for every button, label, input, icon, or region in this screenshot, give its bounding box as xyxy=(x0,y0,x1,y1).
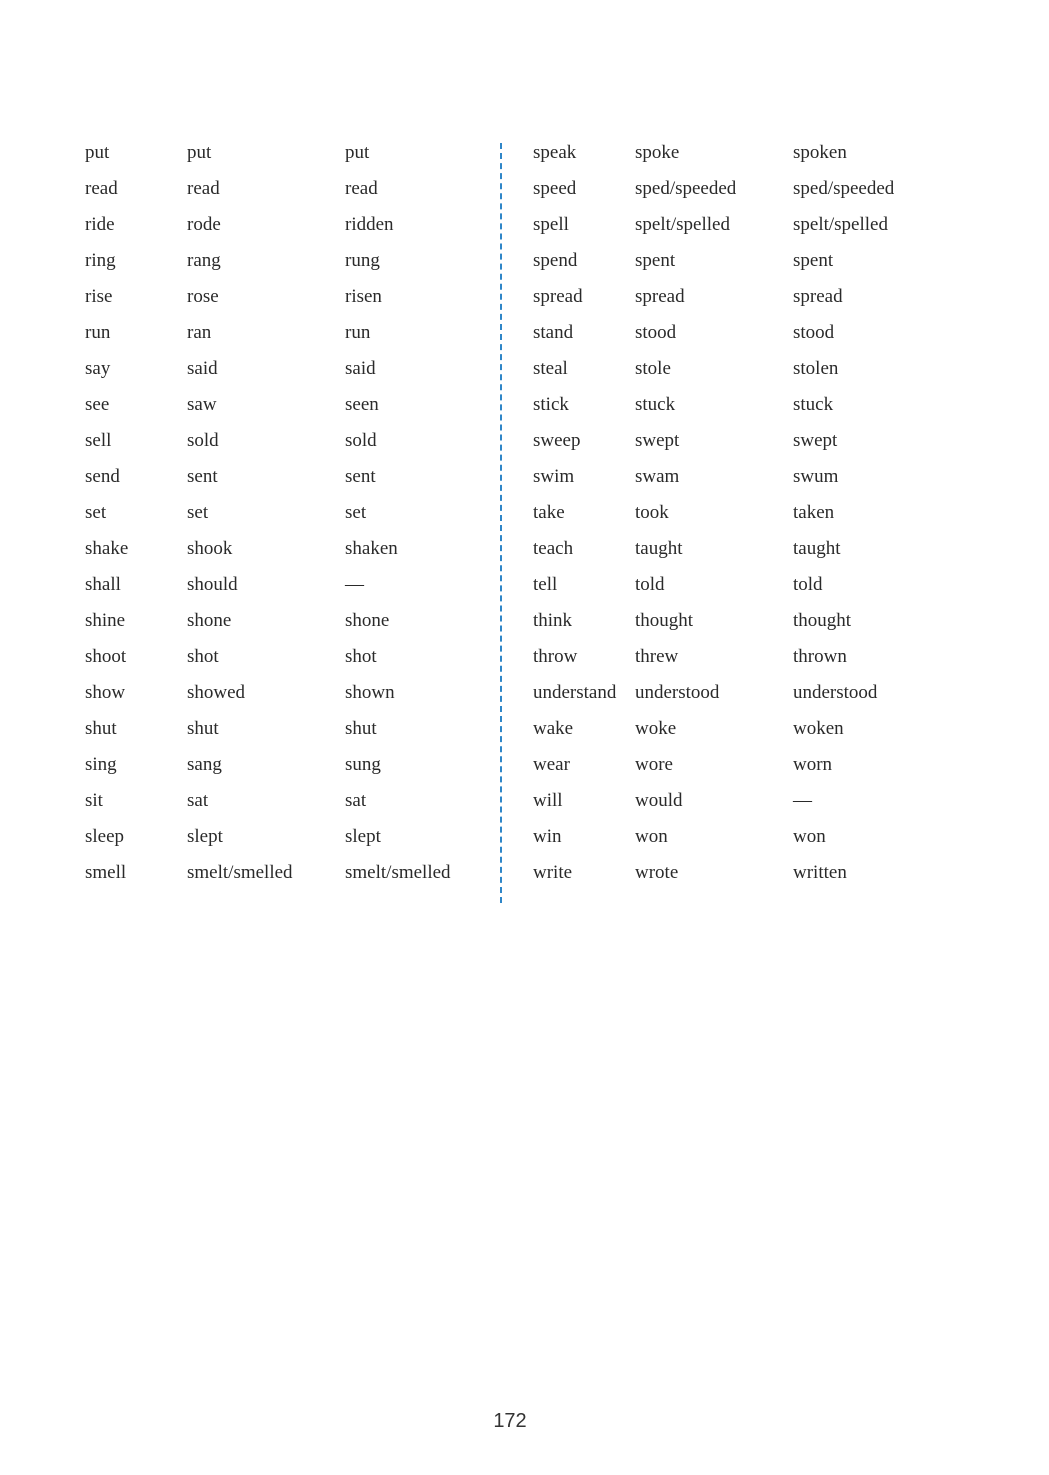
past-simple: woke xyxy=(635,718,677,739)
past-simple: shot xyxy=(187,646,219,667)
past-participle: shaken xyxy=(345,538,398,559)
base-form: sit xyxy=(85,790,103,811)
past-participle: won xyxy=(793,826,826,847)
verb-row xyxy=(533,711,963,747)
past-simple: threw xyxy=(635,646,679,667)
past-simple: swept xyxy=(635,430,680,451)
past-simple: sat xyxy=(187,790,209,811)
past-simple: should xyxy=(187,574,238,595)
base-form: read xyxy=(85,178,118,199)
base-form: take xyxy=(533,502,565,523)
base-form: steal xyxy=(533,358,568,379)
column-divider xyxy=(500,143,502,903)
past-participle: swum xyxy=(793,466,839,487)
verb-row xyxy=(533,783,963,819)
past-simple: spoke xyxy=(635,142,680,163)
base-form: teach xyxy=(533,538,574,559)
verb-row xyxy=(533,459,963,495)
verb-row xyxy=(533,531,963,567)
base-form: shine xyxy=(85,610,126,631)
base-form: spend xyxy=(533,250,578,271)
past-simple: spread xyxy=(635,286,685,307)
verb-row xyxy=(85,819,525,855)
past-participle: sped/speeded xyxy=(793,178,895,199)
verb-row xyxy=(533,135,963,171)
base-form: stick xyxy=(533,394,569,415)
base-form: spread xyxy=(533,286,583,307)
past-participle: spread xyxy=(793,286,843,307)
past-participle: run xyxy=(345,322,371,343)
base-form: swim xyxy=(533,466,575,487)
past-participle: taught xyxy=(793,538,841,559)
past-simple: set xyxy=(187,502,209,523)
verb-row xyxy=(85,567,525,603)
base-form: shoot xyxy=(85,646,127,667)
past-simple: shut xyxy=(187,718,219,739)
verb-row xyxy=(533,279,963,315)
base-form: win xyxy=(533,826,562,847)
base-form: sleep xyxy=(85,826,125,847)
verb-row xyxy=(85,279,525,315)
base-form: show xyxy=(85,682,126,703)
past-simple: spelt/spelled xyxy=(635,214,730,235)
past-participle: set xyxy=(345,502,367,523)
past-simple: understood xyxy=(635,682,720,703)
verb-row xyxy=(533,315,963,351)
verb-row xyxy=(533,675,963,711)
verb-table-right xyxy=(533,135,963,891)
past-simple: said xyxy=(187,358,218,379)
base-form: run xyxy=(85,322,111,343)
base-form: send xyxy=(85,466,120,487)
past-participle: woken xyxy=(793,718,844,739)
base-form: throw xyxy=(533,646,578,667)
past-participle: thrown xyxy=(793,646,847,667)
past-participle: rung xyxy=(345,250,380,271)
page-number: 172 xyxy=(493,1410,527,1432)
base-form: think xyxy=(533,610,573,631)
past-participle: — xyxy=(345,574,364,595)
past-participle: stolen xyxy=(793,358,839,379)
base-form: sing xyxy=(85,754,117,775)
past-participle: sung xyxy=(345,754,381,775)
verb-row xyxy=(533,819,963,855)
past-simple: told xyxy=(635,574,665,595)
verb-row xyxy=(85,639,525,675)
past-simple: sang xyxy=(187,754,222,775)
verb-row xyxy=(533,243,963,279)
past-simple: sold xyxy=(187,430,219,451)
verb-row xyxy=(85,423,525,459)
base-form: shall xyxy=(85,574,121,595)
past-simple: sent xyxy=(187,466,218,487)
base-form: sell xyxy=(85,430,112,451)
base-form: set xyxy=(85,502,107,523)
verb-row xyxy=(85,171,525,207)
base-form: ride xyxy=(85,214,115,235)
past-simple: slept xyxy=(187,826,223,847)
base-form: see xyxy=(85,394,110,415)
past-simple: stuck xyxy=(635,394,676,415)
past-participle: sat xyxy=(345,790,367,811)
past-simple: rode xyxy=(187,214,221,235)
base-form: will xyxy=(533,790,563,811)
base-form: shake xyxy=(85,538,129,559)
verb-row xyxy=(85,387,525,423)
base-form: speed xyxy=(533,178,577,199)
verb-row xyxy=(533,387,963,423)
base-form: tell xyxy=(533,574,558,595)
past-participle: shone xyxy=(345,610,390,631)
past-simple: wore xyxy=(635,754,673,775)
base-form: ring xyxy=(85,250,116,271)
past-participle: sold xyxy=(345,430,377,451)
past-participle: — xyxy=(793,790,812,811)
base-form: wake xyxy=(533,718,574,739)
verb-row xyxy=(85,315,525,351)
past-simple: would xyxy=(635,790,683,811)
base-form: spell xyxy=(533,214,569,235)
past-participle: shut xyxy=(345,718,377,739)
past-simple: stole xyxy=(635,358,671,379)
past-participle: seen xyxy=(345,394,379,415)
verb-row xyxy=(85,855,525,891)
verb-row xyxy=(533,855,963,891)
past-simple: put xyxy=(187,142,212,163)
past-simple: won xyxy=(635,826,668,847)
verb-row xyxy=(533,639,963,675)
past-simple: thought xyxy=(635,610,694,631)
past-simple: showed xyxy=(187,682,246,703)
past-participle: put xyxy=(345,142,370,163)
past-participle: smelt/smelled xyxy=(345,862,451,883)
verb-row xyxy=(85,495,525,531)
base-form: speak xyxy=(533,142,577,163)
base-form: shut xyxy=(85,718,117,739)
base-form: wear xyxy=(533,754,570,775)
past-participle: said xyxy=(345,358,376,379)
verb-row xyxy=(85,351,525,387)
verb-row xyxy=(533,351,963,387)
past-participle: read xyxy=(345,178,378,199)
past-participle: written xyxy=(793,862,847,883)
past-participle: spent xyxy=(793,250,834,271)
verb-row xyxy=(85,711,525,747)
past-participle: told xyxy=(793,574,823,595)
base-form: understand xyxy=(533,682,617,703)
past-simple: stood xyxy=(635,322,677,343)
past-participle: ridden xyxy=(345,214,394,235)
past-simple: rang xyxy=(187,250,221,271)
past-simple: swam xyxy=(635,466,680,487)
base-form: sweep xyxy=(533,430,581,451)
past-participle: taken xyxy=(793,502,835,523)
base-form: write xyxy=(533,862,573,883)
past-participle: shown xyxy=(345,682,395,703)
past-participle: understood xyxy=(793,682,878,703)
past-simple: read xyxy=(187,178,220,199)
verb-row xyxy=(85,459,525,495)
past-participle: stuck xyxy=(793,394,834,415)
verb-row xyxy=(533,747,963,783)
past-simple: taught xyxy=(635,538,683,559)
verb-row xyxy=(533,207,963,243)
verb-row xyxy=(85,783,525,819)
past-simple: spent xyxy=(635,250,676,271)
past-simple: shone xyxy=(187,610,232,631)
verb-row xyxy=(85,135,525,171)
base-form: smell xyxy=(85,862,127,883)
past-participle: spoken xyxy=(793,142,847,163)
past-participle: stood xyxy=(793,322,835,343)
past-simple: wrote xyxy=(635,862,679,883)
base-form: rise xyxy=(85,286,113,307)
verb-row xyxy=(533,567,963,603)
verb-row xyxy=(85,207,525,243)
verb-table-left xyxy=(85,135,525,891)
verb-row xyxy=(533,495,963,531)
verb-row xyxy=(533,603,963,639)
past-simple: ran xyxy=(187,322,212,343)
past-participle: sent xyxy=(345,466,376,487)
past-simple: saw xyxy=(187,394,217,415)
past-participle: slept xyxy=(345,826,381,847)
verb-row xyxy=(85,531,525,567)
verb-row xyxy=(85,747,525,783)
past-participle: spelt/spelled xyxy=(793,214,888,235)
verb-row xyxy=(85,603,525,639)
past-simple: shook xyxy=(187,538,233,559)
verb-row xyxy=(85,675,525,711)
base-form: stand xyxy=(533,322,574,343)
past-simple: smelt/smelled xyxy=(187,862,293,883)
past-simple: sped/speeded xyxy=(635,178,737,199)
past-simple: rose xyxy=(187,286,219,307)
base-form: put xyxy=(85,142,110,163)
verb-row xyxy=(85,243,525,279)
past-simple: took xyxy=(635,502,669,523)
past-participle: worn xyxy=(793,754,833,775)
verb-row xyxy=(533,423,963,459)
past-participle: thought xyxy=(793,610,852,631)
past-participle: shot xyxy=(345,646,377,667)
verb-row xyxy=(533,171,963,207)
past-participle: swept xyxy=(793,430,838,451)
past-participle: risen xyxy=(345,286,382,307)
base-form: say xyxy=(85,358,111,379)
